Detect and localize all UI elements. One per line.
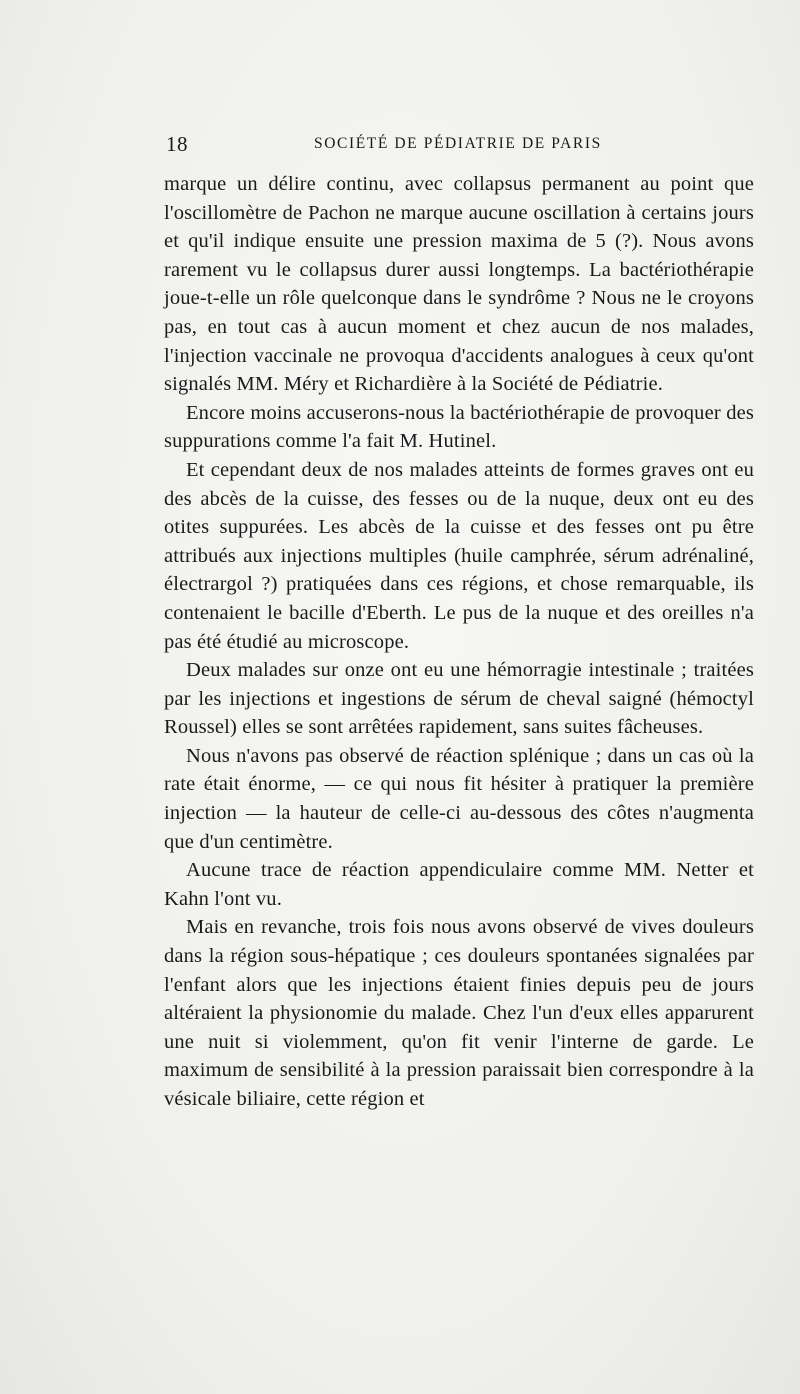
- paragraph-continuation: marque un délire continu, avec collapsus permanent au point que l'oscillomètre de Pachon ne marque aucune oscillation à certains jours et qu'il indique ensuite une pression maxima de 5 (?). Nous avons rarement vu le collapsus durer aussi longtemps. La bactériothérapie joue-t-elle un rôle quelconque dans le syndrôme ? Nous ne le croyons pas, en tout cas à aucun moment et chez aucun de nos malades, l'injection vaccinale ne provoqua d'accidents analogues à ceux qu'ont signalés MM. Méry et Richardière à la Société de Pédiatrie.: [164, 173, 754, 396]
- paragraph: Nous n'avons pas observé de réaction splénique ; dans un cas où la rate était énorme, — ce qui nous fit hésiter à pratiquer la première injection — la hauteur de celle-ci au-dessous des côtes n'augmenta que d'un centimètre.: [164, 744, 754, 853]
- page-header: [166, 132, 756, 162]
- paragraph: Encore moins accuserons-nous la bactériothérapie de provoquer des suppurations comme l'a fait M. Hutinel.: [164, 401, 754, 453]
- paragraph: Et cependant deux de nos malades atteints de formes graves ont eu des abcès de la cuisse, des fesses ou de la nuque, deux ont eu des otites suppurées. Les abcès de la cuisse et des fesses ont pu être attribués aux injections multiples (huile camphrée, sérum adrénaliné, électrargol ?) pratiquées dans ces régions, et chose remarquable, ils contenaient le bacille d'Eberth. Le pus de la nuque et des oreilles n'a pas été étudié au microscope.: [164, 458, 754, 653]
- running-title: SOCIÉTÉ DE PÉDIATRIE DE PARIS: [314, 135, 602, 152]
- body-text: [164, 170, 754, 1114]
- paragraph: Mais en revanche, trois fois nous avons observé de vives douleurs dans la région sous-hépatique ; ces douleurs spontanées signalées par l'enfant alors que les injections étaient finies depuis peu de jours altéraient la physionomie du malade. Chez l'un d'eux elles apparurent une nuit si violemment, qu'on fit venir l'interne de garde. Le maximum de sensibilité à la pression paraissait bien correspondre à la vésicale biliaire, cette région et: [164, 916, 754, 1110]
- paragraph: Aucune trace de réaction appendiculaire comme MM. Netter et Kahn l'ont vu.: [164, 859, 754, 910]
- paragraph: Deux malades sur onze ont eu une hémorragie intestinale ; traitées par les injections et ingestions de sérum de cheval saigné (hémoctyl Roussel) elles se sont arrêtées rapidement, sans suites fâcheuses.: [164, 659, 754, 739]
- page-number: 18: [166, 132, 188, 156]
